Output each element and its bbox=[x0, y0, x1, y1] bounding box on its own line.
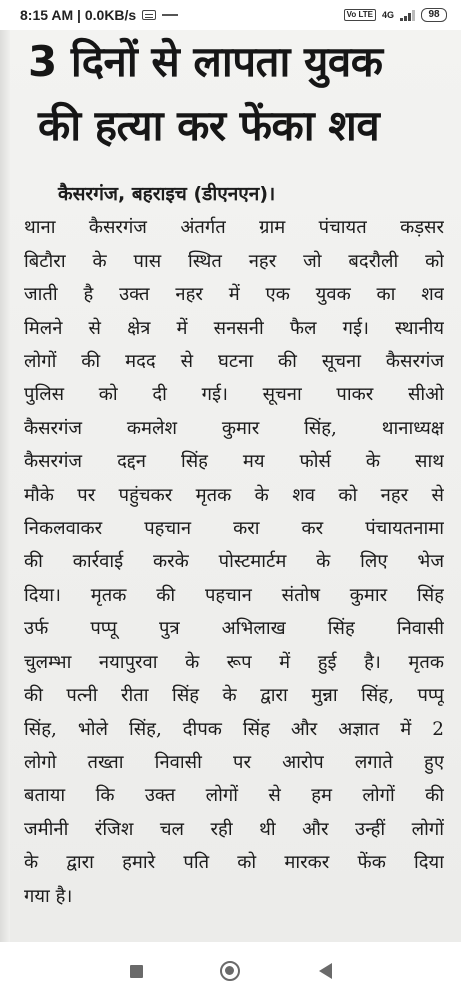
paper-edge bbox=[0, 30, 10, 942]
battery-icon: 98 bbox=[421, 8, 447, 22]
body-line: थाना कैसरगंज अंतर्गत ग्राम पंचायत कड़सर bbox=[24, 217, 444, 239]
body-line: निकलवाकर पहचान करा कर पंचायतनामा bbox=[24, 518, 444, 540]
back-button[interactable] bbox=[313, 959, 337, 983]
body-line: सिंह, भोले सिंह, दीपक सिंह और अज्ञात में 2 bbox=[24, 718, 444, 740]
home-button[interactable] bbox=[218, 959, 242, 983]
body-line: बताया कि उक्त लोगों से हम लोगों की bbox=[24, 785, 444, 807]
navigation-bar bbox=[0, 942, 461, 1000]
body-line: जमीनी रंजिश चल रही थी और उन्हीं लोगों bbox=[24, 818, 444, 840]
headline-line-1: 3 दिनों से लापता युवक bbox=[28, 37, 383, 86]
body-line: गया है। bbox=[24, 885, 73, 907]
body-line: लोगों की मदद से घटना की सूचना कैसरगंज bbox=[24, 351, 444, 373]
article-body bbox=[24, 178, 444, 913]
volte-icon: Vo LTE bbox=[344, 9, 376, 21]
recent-apps-button[interactable] bbox=[124, 959, 148, 983]
body-line: कैसरगंज दद्दन सिंह मय फोर्स के साथ bbox=[24, 451, 444, 473]
body-line: मिलने से क्षेत्र में सनसनी फैल गई। स्थानीय bbox=[24, 317, 444, 339]
body-line: दिया। मृतक की पहचान संतोष कुमार सिंह bbox=[24, 584, 444, 606]
home-icon bbox=[220, 961, 240, 981]
body-line: मौके पर पहुंचकर मृतक के शव को नहर से bbox=[24, 484, 444, 506]
network-type: 4G bbox=[381, 9, 394, 20]
dateline: कैसरगंज, बहराइच (डीएनएन)। bbox=[58, 183, 276, 205]
status-bar bbox=[0, 0, 461, 30]
body-line: पुलिस को दी गई। सूचना पाकर सीओ bbox=[24, 384, 444, 406]
body-line: चुलम्भा नयापुरवा के रूप में हुई है। मृतक bbox=[24, 651, 444, 673]
status-left bbox=[20, 7, 178, 23]
back-icon bbox=[319, 963, 332, 979]
gallery-icon bbox=[142, 10, 156, 20]
body-line: जाती है उक्त नहर में एक युवक का शव bbox=[24, 284, 444, 306]
body-line: लोगो तख्ता निवासी पर आरोप लगाते हुए bbox=[24, 751, 444, 773]
body-line: की पत्नी रीता सिंह के द्वारा मुन्ना सिंह, पप्पू bbox=[24, 685, 444, 707]
signal-icon bbox=[400, 9, 415, 21]
notification-line-icon bbox=[162, 14, 178, 16]
body-line: के द्वारा हमारे पति को मारकर फेंक दिया bbox=[24, 852, 444, 874]
newspaper-photo[interactable] bbox=[0, 30, 461, 942]
recent-apps-icon bbox=[130, 965, 143, 978]
body-line: की कार्रवाई करके पोस्टमार्टम के लिए भेज bbox=[24, 551, 444, 573]
status-time: 8:15 AM | 0.0KB/s bbox=[20, 7, 137, 23]
body-line: कैसरगंज कमलेश कुमार सिंह, थानाध्यक्ष bbox=[24, 417, 444, 439]
body-line: उर्फ पप्पू पुत्र अभिलाख सिंह निवासी bbox=[24, 618, 444, 640]
body-line: बिटौरा के पास स्थित नहर जो बदरौली को bbox=[24, 250, 444, 272]
headline-line-2: की हत्या कर फेंका शव bbox=[38, 101, 380, 150]
status-right bbox=[344, 8, 447, 22]
